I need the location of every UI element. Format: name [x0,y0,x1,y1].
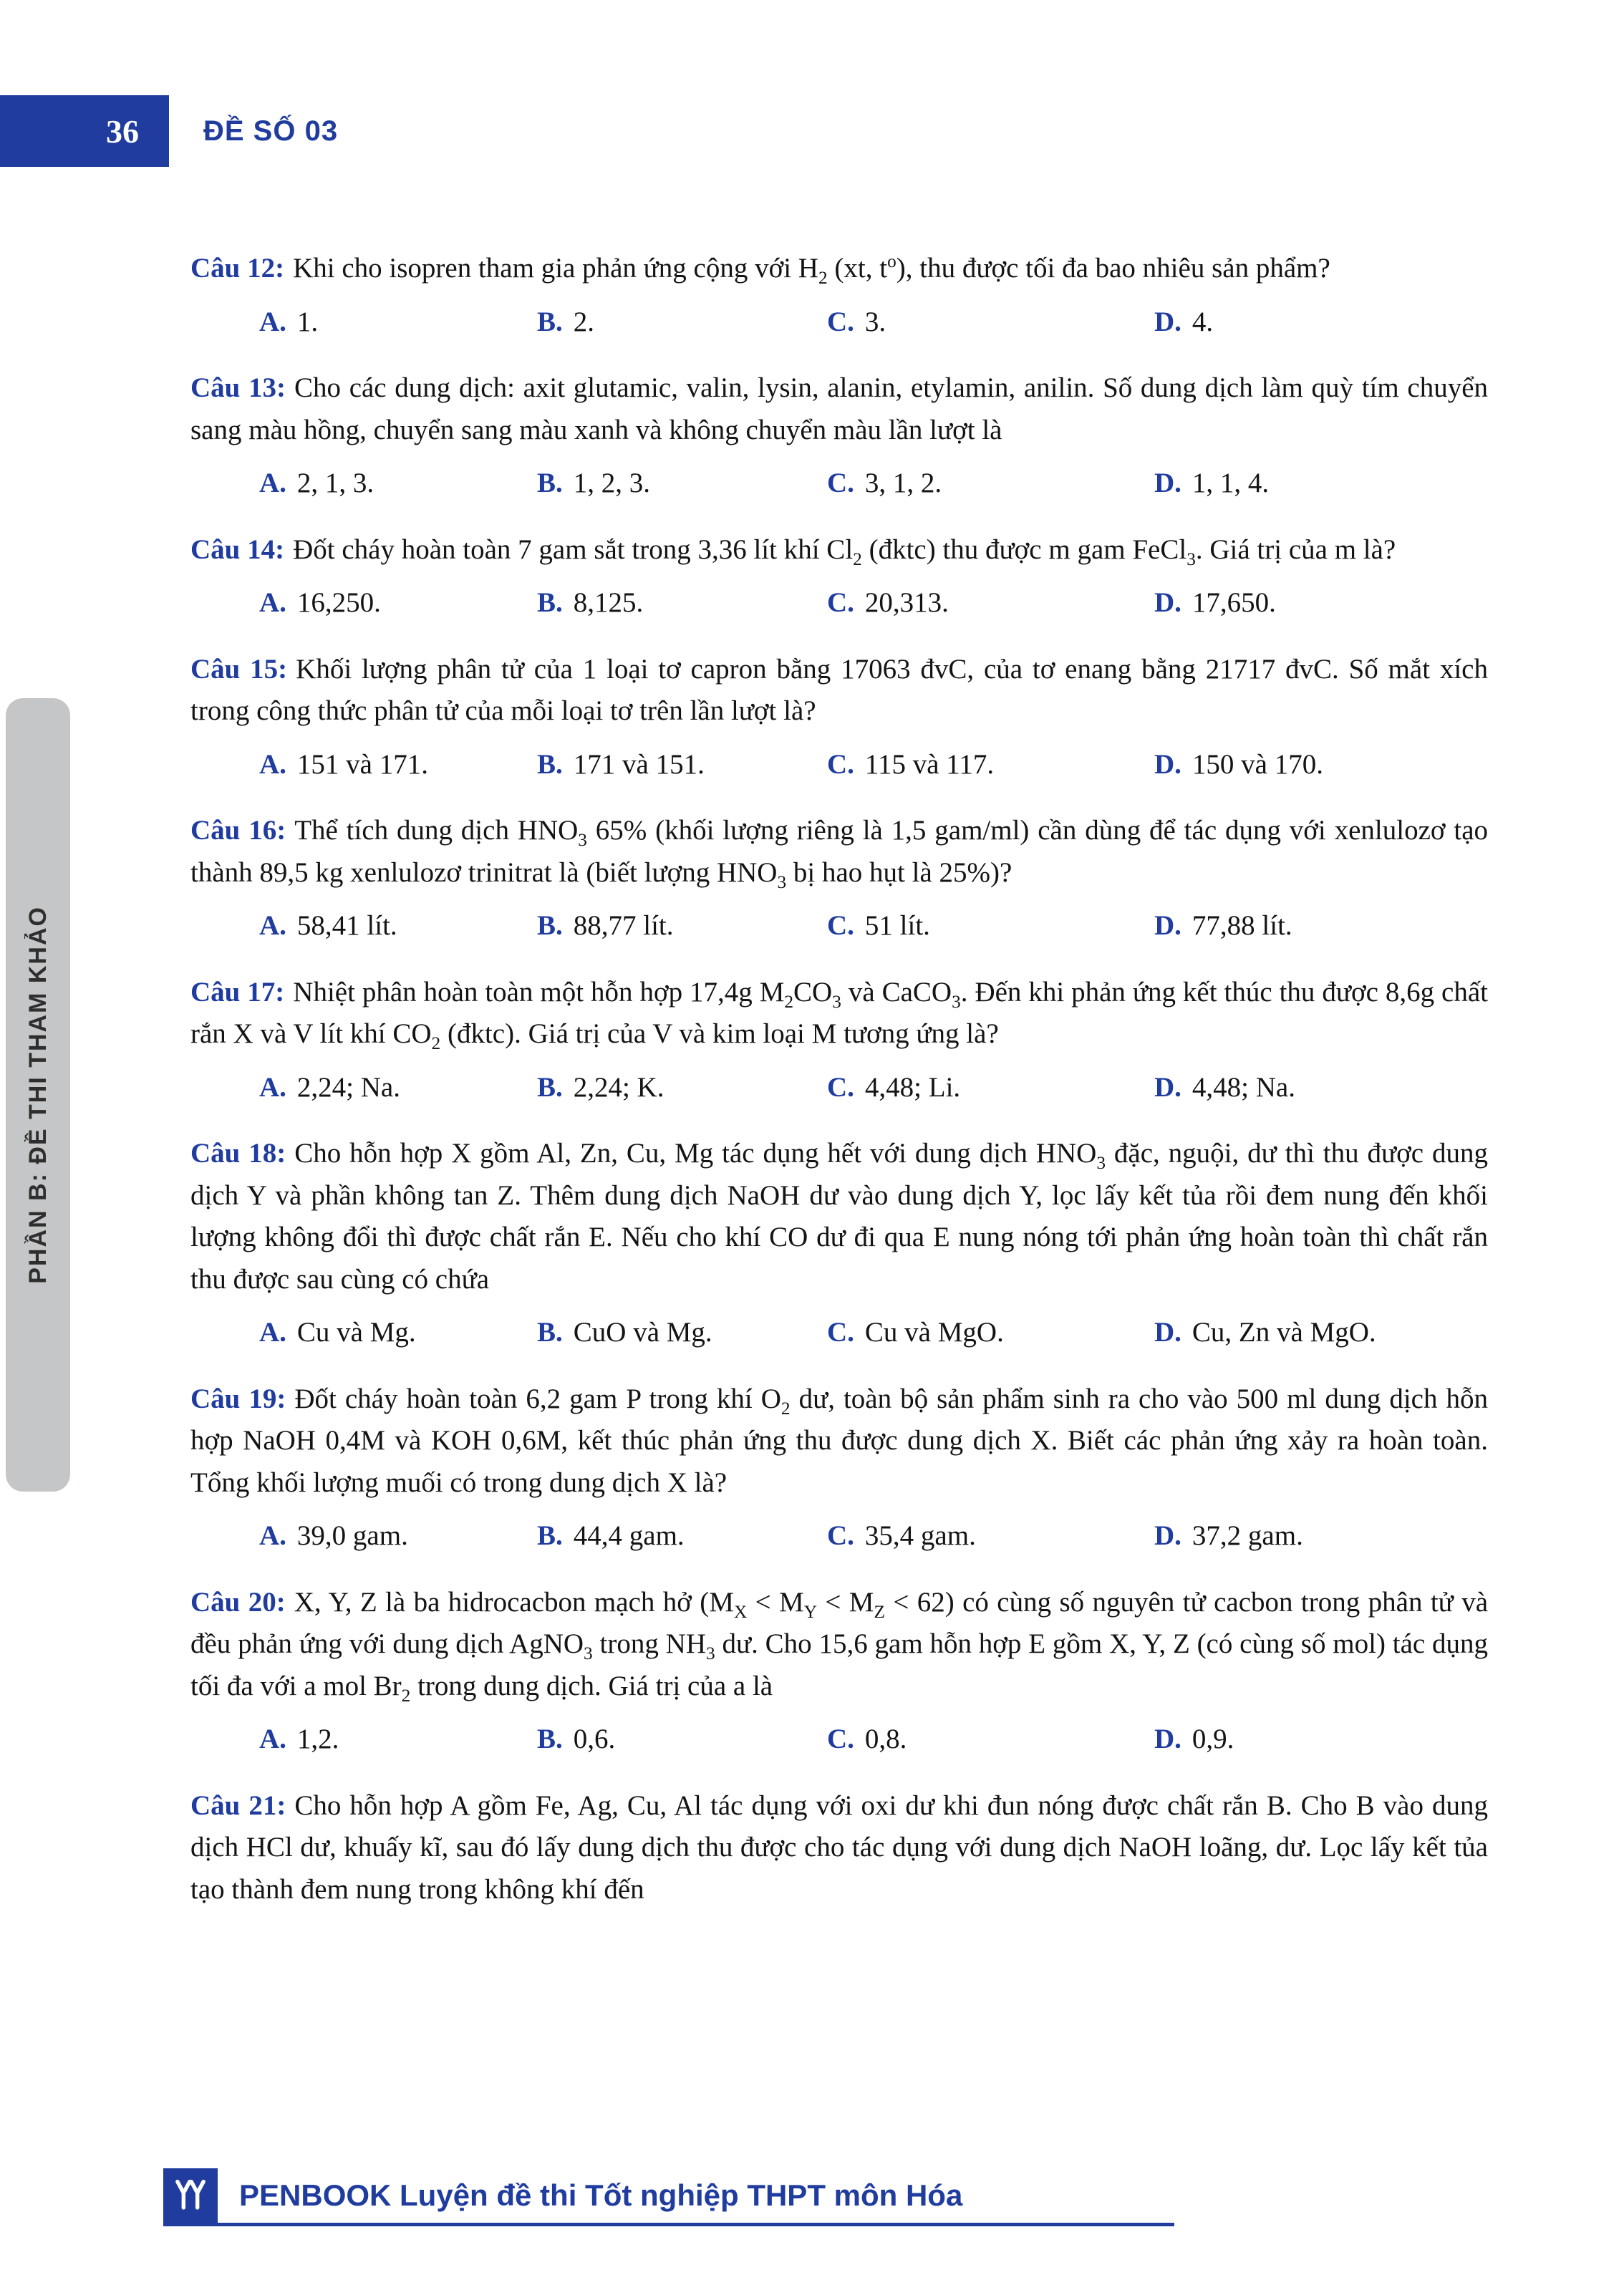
option-letter: D. [1154,910,1181,941]
answer-option [537,582,827,624]
question-text: Cho hỗn hợp A gồm Fe, Ag, Cu, Al tác dụng với oxi dư khi đun nóng được chất rắn B. Cho B vào dung dịch HCl dư, khuấy kĩ, sau đó lấy dung dịch thu được cho tác dụng với dung dịch NaOH loãng, dư. Lọc lấy kết tủa tạo thành đem nung trong không khí đến [190,1789,1489,1905]
option-text: 4,48; Li. [864,1071,961,1103]
option-letter: B. [537,1071,563,1103]
page-number: 36 [106,112,139,150]
option-text: 37,2 gam. [1192,1520,1303,1551]
answer-option [1154,463,1488,505]
option-text: 4. [1192,306,1214,337]
option-letter: C. [827,748,854,780]
footer-divider [163,2223,1174,2226]
answer-option [259,1067,537,1109]
option-letter: B. [537,306,563,337]
question-text: X, Y, Z là ba hidrocacbon mạch hở $(M_X < M_Y < M_Z < 62)$ có cùng số nguyên tử cacbon trong phân tử và đều phản ứng với dung dịch AgNO$_3$ trong $NH_3$ dư. Cho 15,6 gam hỗn hợp E gồm X, Y, Z (có cùng số mol) tác dụng tối đa với a mol $Br_2$ trong dung dịch. Giá trị của a là [190,1586,1489,1706]
option-text: 20,313. [864,587,949,618]
answer-options-row [259,1515,1488,1557]
question-block [190,367,1488,505]
question-label: Câu 18: [190,1138,286,1169]
answer-option [1154,1515,1488,1557]
answer-option [827,1515,1154,1557]
question-block [190,529,1488,624]
question-paragraph [190,529,1488,571]
option-text: 0,8. [864,1724,907,1754]
answer-option [537,1719,827,1761]
answer-options-row [259,1312,1488,1354]
option-letter: A. [259,1071,286,1103]
answer-option [537,301,827,344]
option-text: 8,125. [573,587,644,618]
answer-option [259,744,537,786]
question-paragraph [190,1582,1488,1708]
question-label: Câu 13: [190,372,286,403]
answer-options-row [259,905,1488,947]
question-text: Khối lượng phân tử của 1 loại tơ capron bằng 17063 đvC, của tơ enang bằng 21717 đvC. Số mắt xích trong công thức phân tử của mỗi loại tơ trên lần lượt là? [190,653,1488,726]
option-text: Cu và Mg. [296,1317,416,1348]
question-paragraph [190,972,1488,1056]
question-block [190,810,1488,947]
page-number-badge [0,95,169,167]
option-letter: B. [537,468,563,498]
question-block [190,248,1488,343]
option-letter: A. [259,587,286,618]
answer-option [827,905,1154,947]
question-text: Đốt cháy hoàn toàn 7 gam sắt trong 3,36 lít khí $Cl_2$ (đktc) thu được m gam FeCl$_3$. Giá trị của m là? [293,533,1396,569]
question-paragraph [190,1378,1488,1504]
option-letter: B. [537,587,563,618]
question-text: Cho hỗn hợp X gồm Al, Zn, Cu, Mg tác dụng hết với dung dịch $HNO_3$ đặc, nguội, dư thì thu được dung dịch Y và phần không tan Z. Thêm dung dịch NaOH dư vào dung dịch Y, lọc lấy kết tủa rồi đem nung đến khối lượng không đổi thì được chất rắn E. Nếu cho khí CO dư đi qua E nung nóng tới phản ứng hoàn toàn thì chất rắn thu được sau cùng có chứa [190,1138,1489,1295]
option-letter: D. [1154,587,1181,618]
answer-option [827,463,1154,505]
answer-options-row [259,463,1488,505]
option-letter: C. [827,1071,854,1103]
option-letter: D. [1154,306,1181,337]
answer-options-row [259,1719,1488,1761]
answer-option [1154,1067,1488,1109]
option-text: Cu và MgO. [864,1317,1004,1348]
question-paragraph [190,248,1488,290]
penbook-logo-icon [163,2168,218,2223]
option-letter: C. [827,587,854,618]
answer-option [827,582,1154,624]
option-text: 151 và 171. [296,748,428,780]
answer-option [1154,1312,1488,1354]
option-letter: B. [537,1520,563,1551]
answer-option [827,1312,1154,1354]
option-letter: B. [537,748,563,780]
section-tab [6,698,70,1492]
option-letter: A. [259,748,286,780]
option-text: 3, 1, 2. [864,468,942,498]
question-paragraph [190,1785,1488,1911]
option-text: 39,0 gam. [296,1520,408,1551]
answer-option [827,1067,1154,1109]
answer-options-row [259,582,1488,624]
answer-options-row [259,301,1488,344]
question-paragraph [190,810,1488,894]
answer-option [537,1067,827,1109]
answer-option [259,1312,537,1354]
option-text: 1. [296,306,319,337]
question-text: Đốt cháy hoàn toàn 6,2 gam P trong khí $O_2$ dư, toàn bộ sản phẩm sinh ra cho vào 500 ml dung dịch hỗn hợp NaOH 0,4M và KOH 0,6M, kết thúc phản ứng thu được dung dịch X. Biết các phản ứng xảy ra hoàn toàn. Tổng khối lượng muối có trong dung dịch X là? [190,1383,1488,1498]
question-block [190,649,1488,786]
option-text: 2,24; K. [573,1071,664,1103]
question-label: Câu 20: [190,1586,286,1618]
answer-option [827,1719,1154,1761]
question-label: Câu 17: [190,976,285,1008]
option-letter: C. [827,1520,854,1551]
question-text: Khi cho isopren tham gia phản ứng cộng với $H_2$ (xt, $t^o$), thu được tối đa bao nhiêu sản phẩm? [293,251,1330,288]
option-text: 115 và 117. [864,748,995,780]
question-block [190,1785,1488,1911]
option-letter: A. [259,1317,286,1348]
answer-option [1154,582,1488,624]
question-text: Nhiệt phân hoàn toàn một hỗn hợp 17,4g $M_2CO_3$ và CaCO$_3$. Đến khi phản ứng kết thúc thu được 8,6g chất rắn X và V lít khí $CO_2$ (đktc). Giá trị của V và kim loại M tương ứng là? [190,976,1488,1053]
answer-option [537,744,827,786]
question-block [190,1378,1488,1557]
question-label: Câu 19: [190,1383,286,1414]
option-text: 171 và 151. [573,748,705,780]
option-letter: C. [827,306,854,337]
answer-option [537,1515,827,1557]
option-text: CuO và Mg. [573,1317,712,1348]
question-block [190,972,1488,1109]
question-paragraph [190,367,1488,451]
option-letter: A. [259,1724,286,1754]
option-text: 0,9. [1192,1724,1234,1754]
option-letter: A. [259,1520,286,1551]
answer-option [537,1312,827,1354]
option-letter: D. [1154,468,1181,498]
option-text: 0,6. [573,1724,616,1754]
answer-options-row [259,1067,1488,1109]
answer-option [259,582,537,624]
option-text: Cu, Zn và MgO. [1192,1317,1376,1348]
option-text: 4,48; Na. [1192,1071,1295,1103]
option-text: 2. [573,306,595,337]
option-text: 88,77 lít. [573,910,674,941]
option-text: 1, 2, 3. [573,468,651,498]
option-letter: C. [827,468,854,498]
question-text: Thể tích dung dịch $HNO_3$ 65% (khối lượng riêng là 1,5 gam/ml) cần dùng để tác dụng với xenlulozơ tạo thành 89,5 kg xenlulozơ trinitrat là (biết lượng $HNO_3$ bị hao hụt là 25%)? [190,815,1488,892]
answer-option [1154,744,1488,786]
answer-option [537,463,827,505]
answer-option [1154,905,1488,947]
question-text: Cho các dung dịch: axit glutamic, valin, lysin, alanin, etylamin, anilin. Số dung dịch làm quỳ tím chuyển sang màu hồng, chuyển sang màu xanh và không chuyển màu lần lượt là [190,372,1488,445]
question-label: Câu 15: [190,653,288,685]
questions-list [190,248,1488,1935]
answer-option [259,1719,537,1761]
answer-options-row [259,744,1488,786]
question-label: Câu 14: [190,533,285,565]
page-title: ĐỀ SỐ 03 [203,115,339,147]
footer-brand-text: PENBOOK Luyện đề thi Tốt nghiệp THPT môn Hóa [239,2178,963,2212]
option-text: 1, 1, 4. [1192,468,1270,498]
answer-option [259,1515,537,1557]
option-letter: D. [1154,1520,1181,1551]
answer-option [259,301,537,344]
option-letter: A. [259,910,286,941]
option-text: 17,650. [1192,587,1276,618]
option-text: 58,41 lít. [296,910,397,941]
question-paragraph [190,649,1488,733]
option-letter: B. [537,1724,563,1754]
option-text: 2, 1, 3. [296,468,374,498]
question-label: Câu 16: [190,815,286,846]
option-text: 3. [864,306,886,337]
question-block [190,1582,1488,1761]
option-letter: D. [1154,1071,1181,1103]
option-text: 16,250. [296,587,381,618]
option-letter: A. [259,468,286,498]
option-letter: C. [827,1317,854,1348]
option-letter: D. [1154,1724,1181,1754]
option-text: 51 lít. [864,910,930,941]
answer-option [1154,301,1488,344]
option-letter: D. [1154,748,1181,780]
option-text: 150 và 170. [1192,748,1323,780]
answer-option [537,905,827,947]
option-letter: C. [827,910,854,941]
section-tab-label: PHẦN B: ĐỀ THI THAM KHẢO [24,906,52,1284]
answer-option [827,301,1154,344]
question-paragraph [190,1133,1488,1300]
option-letter: C. [827,1724,854,1754]
option-text: 1,2. [296,1724,339,1754]
option-letter: A. [259,306,286,337]
answer-option [259,905,537,947]
option-text: 2,24; Na. [296,1071,400,1103]
option-text: 35,4 gam. [864,1520,976,1551]
answer-option [827,744,1154,786]
question-block [190,1133,1488,1354]
answer-option [259,463,537,505]
answer-option [1154,1719,1488,1761]
option-letter: B. [537,910,563,941]
question-label: Câu 12: [190,253,285,284]
option-text: 44,4 gam. [573,1520,685,1551]
option-text: 77,88 lít. [1192,910,1292,941]
option-letter: B. [537,1317,563,1348]
option-letter: D. [1154,1317,1181,1348]
question-label: Câu 21: [190,1789,286,1821]
